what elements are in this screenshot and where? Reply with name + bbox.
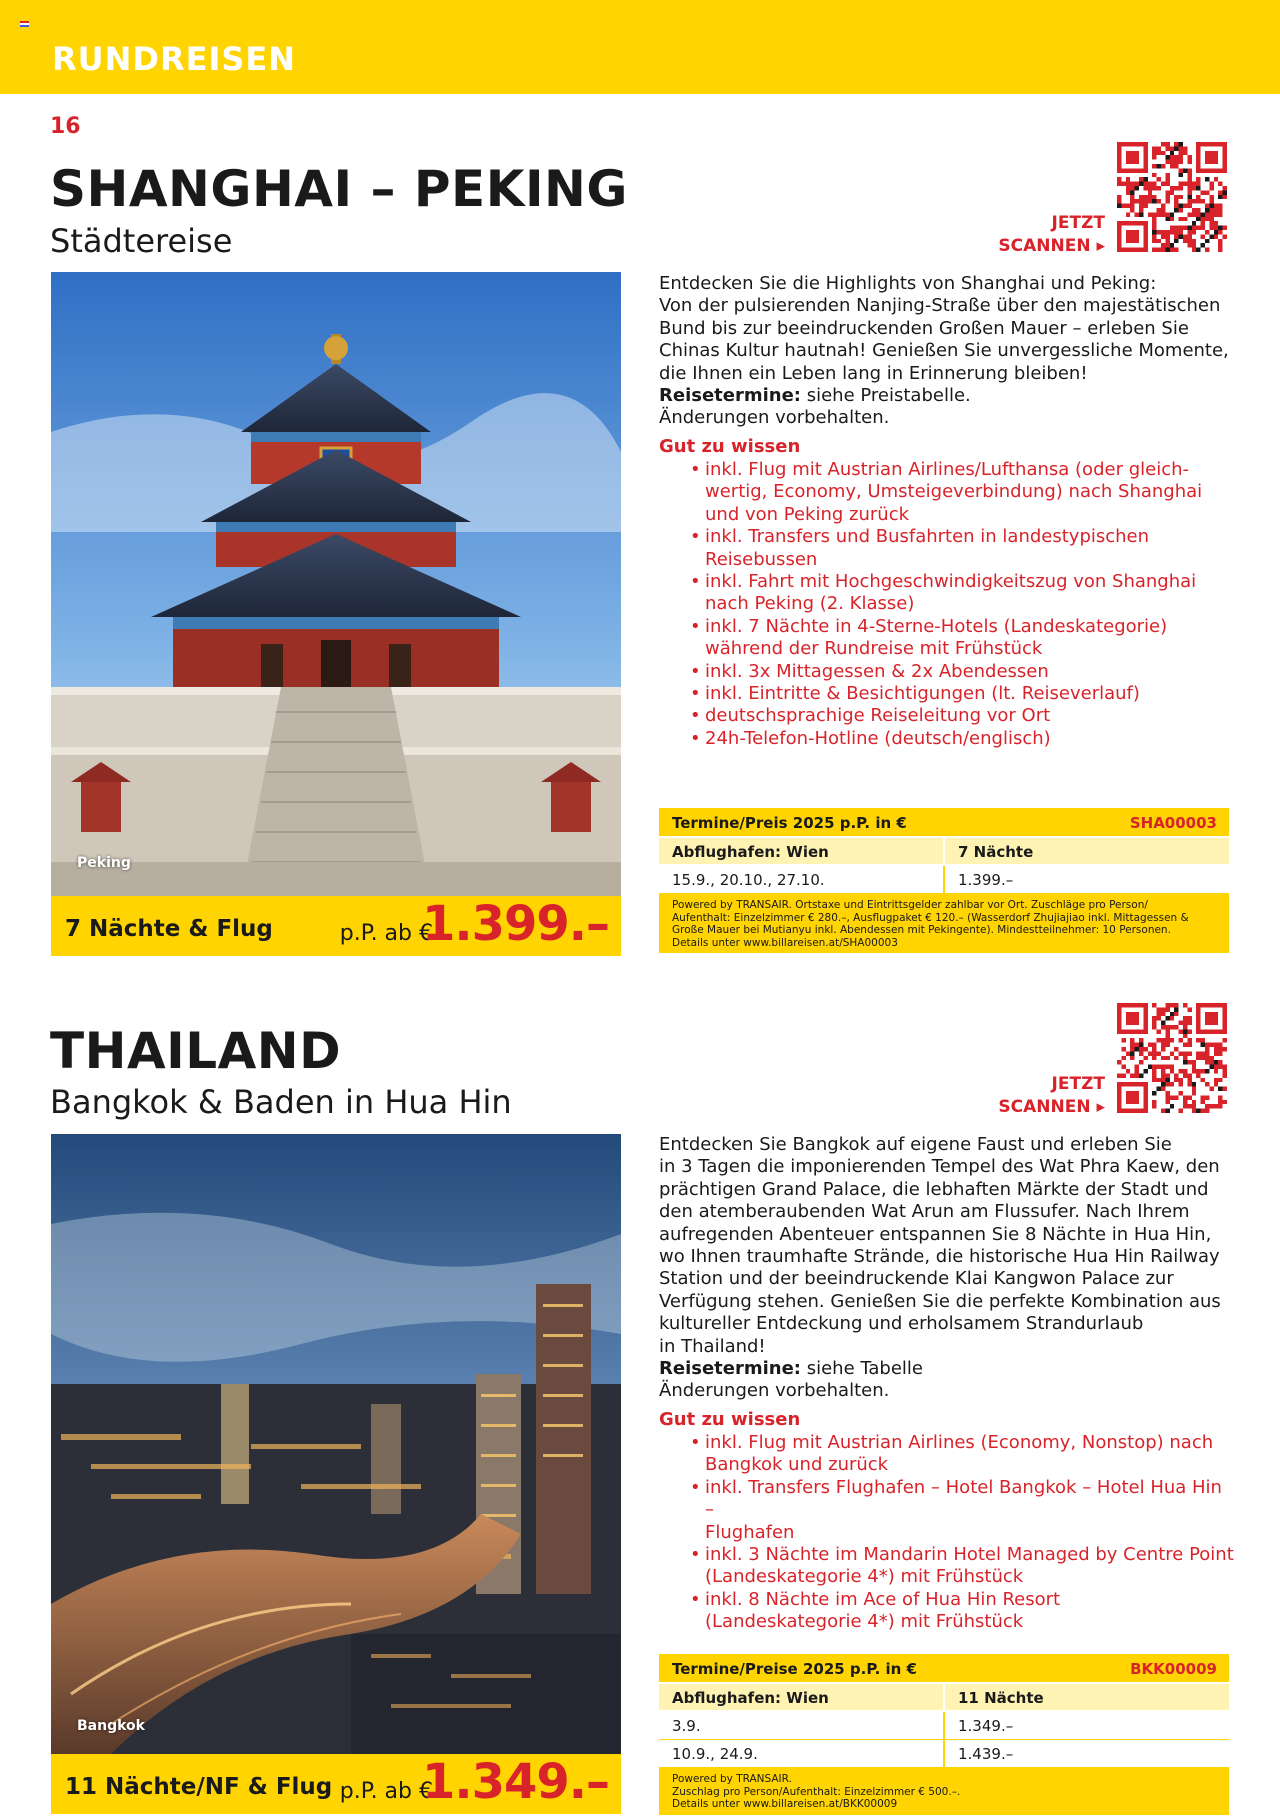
price-table <box>659 808 1229 953</box>
price-table-column-headers <box>659 1684 1229 1712</box>
changes-reserved: Änderungen vorbehalten. <box>659 1380 890 1402</box>
scan-hint <box>998 212 1105 258</box>
description-line: in Thailand! <box>659 1335 766 1357</box>
column-header-departure: Abflughafen: Wien <box>672 1689 829 1707</box>
description-line: Bund bis zur beeindruckenden Großen Mauer – erleben Sie <box>659 317 1189 339</box>
inclusion-item: • inkl. Flug mit Austrian Airlines (Economy, Nonstop) nach Bangkok und zurück <box>690 1432 1235 1477</box>
offer-description <box>659 273 1229 430</box>
price-prefix: p.P. ab € <box>339 1779 433 1804</box>
inclusion-item: • inkl. 8 Nächte im Ace of Hua Hin Resort (Landeskategorie 4*) mit Frühstück <box>690 1589 1235 1634</box>
photo-caption: Bangkok <box>77 1718 145 1734</box>
qr-code-icon[interactable] <box>1117 142 1227 252</box>
inclusions-list <box>690 459 1235 750</box>
description-line: die Ihnen ein Leben lang in Erinnerung bleiben! <box>659 362 1088 384</box>
scan-label-line-1: JETZT <box>1051 1074 1105 1094</box>
travel-dates-text: siehe Tabelle <box>801 1358 924 1380</box>
scan-label-line-2: SCANNEN ▸ <box>998 1097 1105 1117</box>
offer-subtitle: Städtereise <box>50 222 233 260</box>
table-cell-dates: 15.9., 20.10., 27.10. <box>672 871 825 889</box>
price-table-title: Termine/Preis 2025 p.P. in € <box>672 814 907 832</box>
section-title: RUNDREISEN <box>52 40 297 78</box>
price-value: 1.349.– <box>421 1754 609 1810</box>
temple-of-heaven-image <box>51 272 621 896</box>
price-table-column-headers <box>659 838 1229 866</box>
section-header-bar <box>0 0 1280 94</box>
scan-hint <box>998 1073 1105 1119</box>
travel-dates <box>659 385 1229 407</box>
description-line: Entdecken Sie Bangkok auf eigene Faust und erleben Sie <box>659 1134 1172 1155</box>
column-header-nights: 7 Nächte <box>943 838 1229 864</box>
inclusion-item: • inkl. 3x Mittagessen & 2x Abendessen <box>690 661 1235 683</box>
good-to-know-heading: Gut zu wissen <box>659 436 801 457</box>
photo-caption: Peking <box>77 855 131 871</box>
bangkok-skyline-image <box>51 1134 621 1754</box>
inclusion-item: • inkl. 7 Nächte in 4-Sterne-Hotels (Landeskategorie) während der Rundreise mit Frühstück <box>690 616 1235 661</box>
description-line: den atemberaubenden Wat Arun am Flussufer. Nach Ihrem <box>659 1201 1190 1223</box>
offer-description <box>659 1134 1229 1403</box>
description-line: Entdecken Sie die Highlights von Shanghai und Peking: <box>659 273 1157 294</box>
price-prefix: p.P. ab € <box>339 921 433 946</box>
inclusion-item: • inkl. Transfers und Busfahrten in landestypischen Reisebussen <box>690 526 1235 571</box>
offer-title: SHANGHAI – PEKING <box>50 160 628 218</box>
table-row <box>659 1740 1229 1768</box>
inclusion-item: • inkl. Transfers Flughafen – Hotel Bangkok – Hotel Hua Hin – Flughafen <box>690 1477 1235 1544</box>
travel-dates-label: Reisetermine: <box>659 1358 801 1380</box>
price-table-note: Powered by TRANSAIR. Zuschlag pro Person/Aufenthalt: Einzelzimmer € 500.–. Details unter www.billareisen.at/BKK00009 <box>672 1773 961 1810</box>
qr-code-icon[interactable] <box>1117 1003 1227 1113</box>
destination-photo <box>51 272 621 896</box>
travel-dates-label: Reisetermine: <box>659 385 801 407</box>
description-line: wo Ihnen traumhafte Strände, die historische Hua Hin Railway <box>659 1246 1220 1268</box>
price-table-header <box>659 808 1229 838</box>
table-row <box>659 1712 1229 1740</box>
page-number: 16 <box>50 114 81 139</box>
table-row <box>659 866 1229 894</box>
travel-dates-text: siehe Preistabelle. <box>801 385 971 407</box>
price-duration: 11 Nächte/NF & Flug <box>65 1774 333 1800</box>
description-line: Von der pulsierenden Nanjing-Straße über den majestätischen <box>659 295 1221 317</box>
table-cell-dates: 10.9., 24.9. <box>672 1745 758 1763</box>
price-table <box>659 1654 1229 1815</box>
price-duration: 7 Nächte & Flug <box>65 916 273 942</box>
price-value: 1.399.– <box>421 896 609 952</box>
offer-title: THAILAND <box>50 1022 342 1080</box>
inclusions-list <box>690 1432 1235 1634</box>
price-bar <box>51 896 621 956</box>
price-table-header <box>659 1654 1229 1684</box>
table-cell-price: 1.439.– <box>943 1740 1229 1767</box>
inclusion-item: • inkl. Flug mit Austrian Airlines/Lufthansa (oder gleich- wertig, Economy, Umsteigeverbindung) nach Shanghai und von Peking zurück <box>690 459 1235 526</box>
offer-subtitle: Bangkok & Baden in Hua Hin <box>50 1083 512 1121</box>
price-table-title: Termine/Preise 2025 p.P. in € <box>672 1660 917 1678</box>
description-line: in 3 Tagen die imponierenden Tempel des Wat Phra Kaew, den <box>659 1156 1220 1178</box>
austria-flag-icon <box>20 21 29 28</box>
scan-label-line-2: SCANNEN ▸ <box>998 236 1105 256</box>
offer-code-link[interactable]: SHA00003 <box>1129 814 1217 832</box>
table-cell-dates: 3.9. <box>672 1717 701 1735</box>
inclusion-item: • 24h-Telefon-Hotline (deutsch/englisch) <box>690 728 1235 750</box>
travel-dates <box>659 1358 1229 1380</box>
changes-reserved: Änderungen vorbehalten. <box>659 407 890 429</box>
price-bar <box>51 1754 621 1814</box>
table-cell-price: 1.399.– <box>943 866 1229 893</box>
inclusion-item: • inkl. Fahrt mit Hochgeschwindigkeitszug von Shanghai nach Peking (2. Klasse) <box>690 571 1235 616</box>
good-to-know-heading: Gut zu wissen <box>659 1409 801 1430</box>
inclusion-item: • deutschsprachige Reiseleitung vor Ort <box>690 705 1235 727</box>
description-line: Chinas Kultur hautnah! Genießen Sie unvergessliche Momente, <box>659 340 1229 362</box>
description-line: Station und der beeindruckende Klai Kangwon Palace zur <box>659 1268 1174 1290</box>
offer-code-link[interactable]: BKK00009 <box>1130 1660 1217 1678</box>
inclusion-item: • inkl. Eintritte & Besichtigungen (lt. Reiseverlauf) <box>690 683 1235 705</box>
scan-label-line-1: JETZT <box>1051 213 1105 233</box>
inclusion-item: • inkl. 3 Nächte im Mandarin Hotel Managed by Centre Point (Landeskategorie 4*) mit Frühstück <box>690 1544 1235 1589</box>
table-cell-price: 1.349.– <box>943 1712 1229 1739</box>
column-header-nights: 11 Nächte <box>943 1684 1229 1710</box>
description-line: kultureller Entdeckung und erholsamem Strandurlaub <box>659 1313 1144 1335</box>
description-line: Verfügung stehen. Genießen Sie die perfekte Kombination aus <box>659 1290 1221 1312</box>
description-line: aufregenden Abenteuer entspannen Sie 8 Nächte in Hua Hin, <box>659 1223 1212 1245</box>
description-line: prächtigen Grand Palace, die lebhaften Märkte der Stadt und <box>659 1178 1209 1200</box>
price-table-note: Powered by TRANSAIR. Ortstaxe und Eintrittsgelder zahlbar vor Ort. Zuschläge pro Person/ Aufenthalt: Einzelzimmer € 280.–, Ausflugpaket € 120.– (Wasserdorf Zhujiajiao inkl. Mittagessen & Große Mauer bei Mutianyu inkl. Abendessen mit Pekingente). Mindestteilnehmer: 10 Personen. Details unter www.billareisen.at/SHA00003 <box>672 899 1189 949</box>
column-header-departure: Abflughafen: Wien <box>672 843 829 861</box>
destination-photo <box>51 1134 621 1754</box>
